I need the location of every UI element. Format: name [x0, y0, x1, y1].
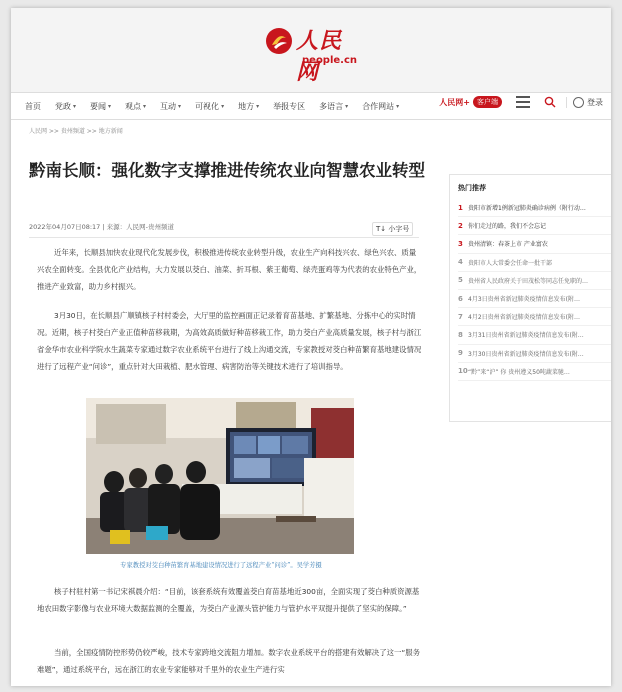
article-paragraph: 核子村驻村第一书记宋祺晨介绍：“目前，该套系统有效覆盖茭白育苗基地近300亩，全面实现了茭白种质资源基地农田数字影像与农业环境大数据监测的全覆盖，为茭白产业源头管护能力与管护水平双提升提供了坚实的保障。”: [37, 587, 420, 613]
app-download-badge[interactable]: [439, 96, 502, 108]
hot-list-link[interactable]: 4月2日贵州省新冠肺炎疫情信息发布(附…: [468, 314, 580, 322]
rank-number: 5: [458, 276, 463, 285]
chevron-down-icon: ▾: [108, 102, 112, 110]
hot-list-link[interactable]: 3月31日贵州省新冠肺炎疫情信息发布(附…: [468, 332, 584, 340]
hot-list-item[interactable]: [458, 363, 611, 381]
rank-number: 7: [458, 312, 463, 321]
hot-list-link[interactable]: 贵州省人民政府关于田茂松等同志任免职的…: [468, 277, 589, 285]
page: [11, 8, 611, 686]
rank-number: 6: [458, 294, 463, 303]
chevron-down-icon: ▾: [178, 102, 182, 110]
hot-list-link[interactable]: 贵阳市新增1例新冠肺炎确诊病例（附行动…: [468, 205, 586, 213]
logo-name: 人民网: [296, 28, 343, 85]
chevron-down-icon: ▾: [143, 102, 147, 110]
rank-number: 1: [458, 203, 463, 212]
sidebar-heading: 热门推荐: [458, 184, 486, 192]
hot-list-link[interactable]: 贵阳市人大常委会任命一批干部: [468, 259, 553, 267]
nav-tools: [439, 96, 603, 108]
hot-list-link[interactable]: 4月3日贵州省新冠肺炎疫情信息发布(附…: [468, 296, 580, 304]
nav-item[interactable]: [362, 101, 399, 112]
nav-item[interactable]: [125, 101, 146, 112]
hot-list: [450, 193, 611, 381]
nav-item-label: 举报专区: [273, 101, 306, 111]
hot-list-item[interactable]: [458, 308, 611, 326]
hot-list-link[interactable]: “黔”来“沪” 你 贵州遵义50吨蔬菜驰…: [468, 368, 570, 376]
rank-number: 10: [458, 367, 468, 376]
rank-number: 8: [458, 330, 463, 339]
nav-item-label: 观点: [125, 101, 142, 111]
nav-item-label: 首页: [25, 101, 41, 111]
hot-list-item[interactable]: [458, 235, 611, 253]
nav-item-label: 要闻: [90, 101, 107, 111]
chevron-down-icon: ▾: [345, 102, 349, 110]
hot-list-item[interactable]: [458, 326, 611, 344]
main-nav: [11, 92, 611, 120]
rank-number: 9: [458, 349, 463, 358]
hot-list-link[interactable]: 贵州清镇：春茶上市 产业富农: [468, 241, 548, 249]
hot-list-item[interactable]: [458, 290, 611, 308]
article-paragraph: 当前，全国疫情防控形势仍较严峻，技术专家跨地交流阻力增加。数字农业系统平台的搭建有效解决了这一“服务难题”，通过系统平台，远在浙江的农业专家能够对千里外的农业生产进行实: [37, 648, 420, 674]
nav-item-label: 多语言: [319, 101, 344, 111]
photo-caption: 专家教授对茭白种苗繁育基地建设情况进行了远程产业“问诊”。吴学芳摄: [120, 562, 322, 569]
nav-item[interactable]: [55, 101, 76, 112]
article-title: 黔南长顺：强化数字支撑推进传统农业向智慧农业转型: [29, 161, 425, 180]
rank-number: 4: [458, 258, 463, 267]
chevron-down-icon: ▾: [221, 102, 225, 110]
article-paragraph: 3月30日，在长顺县广顺镇核子村村委会，大厅里的监控画面正记录着育苗基地、扩繁基地、分拣中心的实时情况。近期，核子村茭白产业正值种苗移栽期，为高效高质做好种苗移栽工作，助力茭白产业高质量发展，核子村与浙江省金华市农业科学院水生蔬菜专家通过数字农业系统平台进行了线上沟通交流，专家教授对茭白种苗繁育基地建设情况进行了远程产业“问诊”，重点针对大田栽植、肥水管理、病害防治等关键技术进行了培训指导。: [37, 311, 422, 371]
article-paragraph: 近年来，长顺县加快农业现代化发展步伐，积极推进传统农业转型升级，农业生产向科技兴农、绿色兴农、质量兴农全面转变。全县优化产业结构，大力发展以茭白、油菜、折耳根、紫王葡萄、绿壳蛋鸡等为代表的农业特色产业，推进产业致富，助力乡村振兴。: [37, 248, 422, 291]
chevron-down-icon: ▾: [256, 102, 260, 110]
user-icon: [573, 97, 584, 108]
nav-item[interactable]: [25, 101, 41, 112]
nav-item[interactable]: [238, 101, 259, 112]
nav-item-label: 党政: [55, 101, 71, 111]
nav-item[interactable]: [195, 101, 224, 112]
hot-list-item[interactable]: [458, 272, 611, 290]
hot-list-item[interactable]: [458, 199, 611, 217]
nav-item-label: 合作网站: [362, 101, 395, 111]
rank-number: 3: [458, 239, 463, 248]
breadcrumb[interactable]: 人民网 >> 贵州频道 >> 地方新闻: [29, 128, 123, 135]
nav-item[interactable]: [273, 101, 305, 112]
logo-mark-icon: [264, 26, 294, 56]
nav-items: [11, 101, 413, 112]
site-logo[interactable]: [264, 22, 364, 85]
login-label: 登录: [587, 97, 603, 107]
hot-list-item[interactable]: [458, 217, 611, 235]
nav-item-label: 地方: [238, 101, 255, 111]
article-photo: [86, 398, 354, 554]
site-header: [11, 8, 611, 92]
nav-item-label: 可视化: [195, 101, 220, 111]
chevron-down-icon: ▾: [396, 102, 400, 110]
hot-list-item[interactable]: [458, 345, 611, 363]
search-icon[interactable]: [544, 96, 556, 108]
app-client-label: 客户端: [473, 96, 502, 108]
font-size-toggle[interactable]: T↓ 小字号: [372, 222, 413, 236]
menu-icon[interactable]: [516, 96, 530, 108]
hot-list-link[interactable]: 你们走过的路，我们不会忘记: [468, 223, 547, 231]
article-meta: 2022年04月07日08:17 | 来源：人民网-贵州频道: [29, 223, 174, 231]
hot-list-link[interactable]: 3月30日贵州省新冠肺炎疫情信息发布(附…: [468, 350, 584, 358]
nav-item[interactable]: [319, 101, 348, 112]
nav-item[interactable]: [90, 101, 111, 112]
nav-item[interactable]: [160, 101, 181, 112]
chevron-down-icon: ▾: [73, 102, 77, 110]
logo-domain: people.cn: [302, 55, 358, 66]
rank-number: 2: [458, 221, 463, 230]
hot-list-item[interactable]: [458, 254, 611, 272]
nav-item-label: 互动: [160, 101, 177, 111]
photo-illustration: [86, 398, 354, 554]
hot-recommend-panel: [449, 174, 611, 422]
app-brand: 人民网+: [439, 97, 470, 107]
login-button[interactable]: [566, 97, 603, 108]
divider: [29, 237, 419, 238]
